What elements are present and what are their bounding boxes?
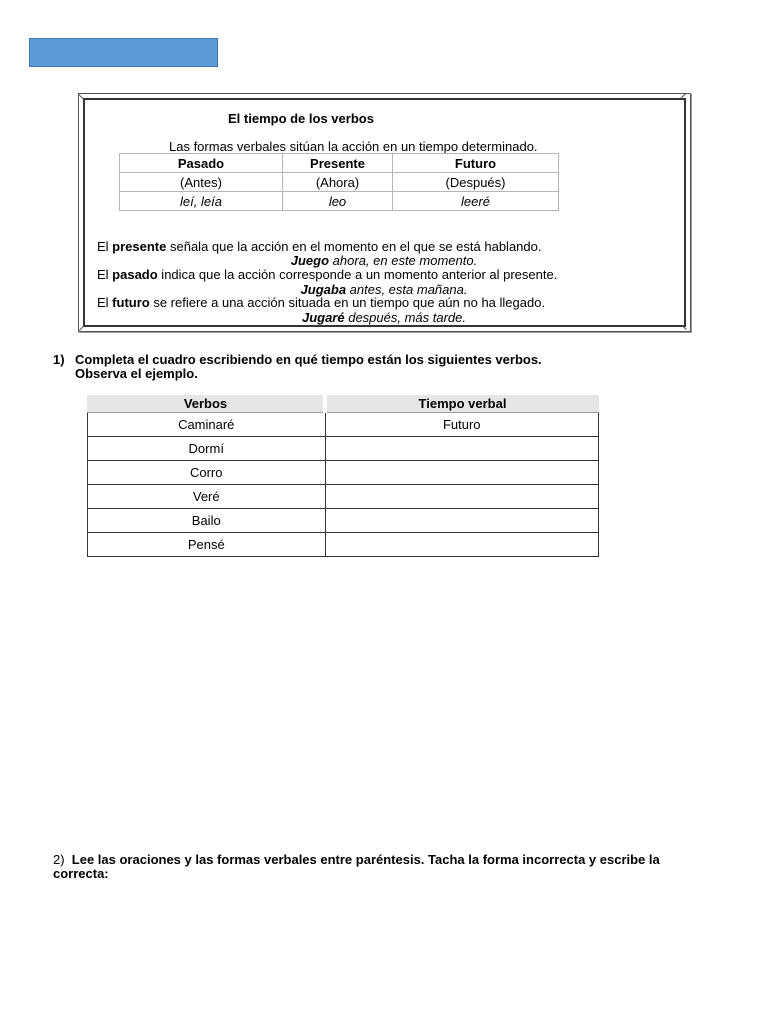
term-futuro: futuro [112, 295, 150, 310]
pasado-definition: El pasado indica que la acción corresponde a un momento anterior al presente. [97, 267, 558, 282]
table-row [88, 413, 599, 437]
futuro-definition: El futuro se refiere a una acción situada en un tiempo que aún no ha llegado. [97, 295, 546, 310]
verbs-table [87, 395, 599, 557]
header-color-box [29, 38, 218, 67]
presente-example: Juego ahora, en este momento. [290, 253, 478, 268]
header-verbos: Verbos [88, 395, 326, 413]
verbs-table-header [88, 395, 599, 413]
tense-answer-cell[interactable] [325, 509, 599, 533]
tense-answer-cell[interactable] [325, 485, 599, 509]
verb-cell: Corro [88, 461, 326, 485]
table-cell: (Ahora) [283, 173, 393, 192]
question-2 [53, 853, 703, 881]
table-cell: (Antes) [120, 173, 283, 192]
tense-table-row [120, 192, 559, 211]
verb-cell: Veré [88, 485, 326, 509]
term-presente: presente [112, 239, 167, 254]
table-row [88, 533, 599, 557]
table-row [88, 461, 599, 485]
table-cell: (Después) [393, 173, 559, 192]
tense-answer-cell[interactable] [325, 461, 599, 485]
question-1 [53, 353, 542, 381]
question-number: 1) [53, 352, 65, 367]
verb-cell: Pensé [88, 533, 326, 557]
table-row [88, 437, 599, 461]
verb-cell: Caminaré [88, 413, 326, 437]
tense-table-header [120, 154, 559, 173]
tense-answer-cell[interactable] [325, 533, 599, 557]
presente-definition: El presente señala que la acción en el momento en el que se está hablando. [97, 239, 542, 254]
question-1-subtext: Observa el ejemplo. [75, 366, 198, 381]
tense-table [119, 153, 559, 211]
pasado-example: Jugaba antes, esta mañana. [300, 282, 468, 297]
header-futuro: Futuro [393, 154, 559, 173]
table-cell: leí, leía [120, 192, 283, 211]
header-tiempo-verbal: Tiempo verbal [325, 395, 599, 413]
question-2-text: Lee las oraciones y las formas verbales entre paréntesis. Tacha la forma incorrecta y escribe la correcta: [53, 852, 660, 881]
question-1-text: Completa el cuadro escribiendo en qué tiempo están los siguientes verbos. [75, 352, 542, 367]
box-title: El tiempo de los verbos [228, 111, 374, 126]
table-row [88, 509, 599, 533]
table-cell: leo [283, 192, 393, 211]
box-intro: Las formas verbales sitúan la acción en un tiempo determinado. [169, 139, 538, 154]
term-pasado: pasado [112, 267, 158, 282]
question-number: 2) [53, 852, 65, 867]
verb-cell: Bailo [88, 509, 326, 533]
header-presente: Presente [283, 154, 393, 173]
tense-answer-cell[interactable] [325, 437, 599, 461]
header-pasado: Pasado [120, 154, 283, 173]
futuro-example: Jugaré después, más tarde. [301, 310, 467, 325]
table-cell: leeré [393, 192, 559, 211]
tense-table-row [120, 173, 559, 192]
table-row [88, 485, 599, 509]
tense-answer-cell[interactable]: Futuro [325, 413, 599, 437]
verb-cell: Dormí [88, 437, 326, 461]
